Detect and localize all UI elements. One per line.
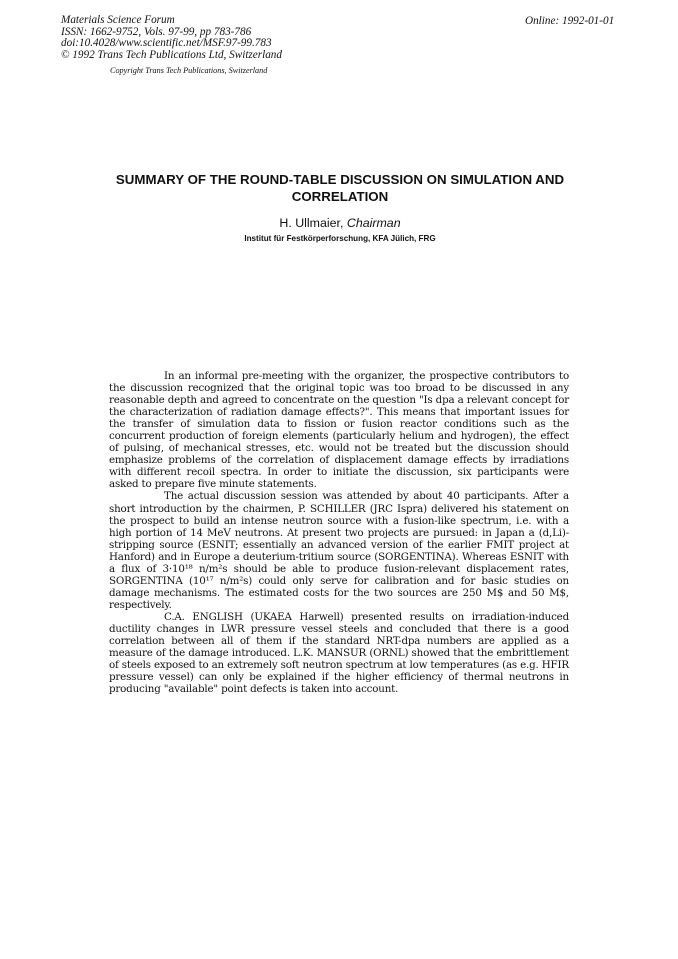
header-line: Materials Science Forum [61, 14, 175, 26]
paragraph: C.A. ENGLISH (UKAEA Harwell) presented results on irradiation-induced ductility changes in LWR pressure vessel steels and concluded that there is a good correlation between all of them if the standard NRT-dpa numbers are applied as a measure of the damage introduced. L.K. MANSUR (ORNL) showed that the embrittlement of steels exposed to an extremely soft neutron spectrum at low temperatures (as e.g. HFIR pressure vessel) can only be explained if the higher efficiency of thermal neutrons in producing "available" point defects is taken into account. [109, 610, 569, 696]
header-line: ISSN: 1662-9752, Vols. 97-99, pp 783-786 [61, 25, 252, 38]
author-line [90, 216, 590, 230]
affiliation: Institut für Festkörperforschung, KFA Jülich, FRG [244, 234, 436, 243]
header-line: © 1992 Trans Tech Publications Ltd, Switzerland [61, 49, 282, 62]
body-text [109, 370, 569, 695]
copyright-line: Copyright Trans Tech Publications, Switzerland [110, 66, 268, 75]
paragraph: In an informal pre-meeting with the organizer, the prospective contributors to the discussion recognized that the original topic was too broad to be discussed in any reasonable depth and agreed to concentrate on the question "Is dpa a relevant concept for the characterization of radiation damage effects?". This means that important issues for the transfer of simulation data to fission or fusion reactor conditions such as the concurrent production of foreign elements (particularly helium and hydrogen), the effect of pulsing, of mechanical stresses, etc. would not be treated but the discussion should emphasize problems of the correlation of displacement damage effects by irradiations with different recoil spectra. In order to initiate the discussion, six participants were asked to prepare five minute statements. [109, 370, 569, 491]
online-date: Online: 1992-01-01 [525, 15, 615, 27]
paragraph: The actual discussion session was attended by about 40 participants. After a short introduction by the chairmen, P. SCHILLER (JRC Ispra) delivered his statement on the prospect to build an intense neutron source with a fusion-like spectrum, i.e. with a high portion of 14 MeV neutrons. At present two projects are pursued: in Japan a (d,Li)-stripping source (ESNIT; essentially an advanced version of the earlier FMIT project at Hanford) and in Europe a deuterium-tritium source (SORGENTINA). Whereas ESNIT with a flux of 3·10¹⁸ n/m²s should be able to produce fusion-relevant displacement rates, SORGENTINA (10¹⁷ n/m²s) could only serve for calibration and for basic studies on damage mechanisms. The estimated costs for the two sources are 250 M$ and 50 M$, respectively. [109, 490, 569, 611]
header-line: doi:10.4028/www.scientific.net/MSF.97-99.783 [61, 37, 272, 50]
paper-title: SUMMARY OF THE ROUND-TABLE DISCUSSION ON SIMULATION AND CORRELATION [115, 172, 565, 204]
author-role: Chairman [346, 216, 401, 230]
author-name: H. Ullmaier, [279, 216, 344, 230]
